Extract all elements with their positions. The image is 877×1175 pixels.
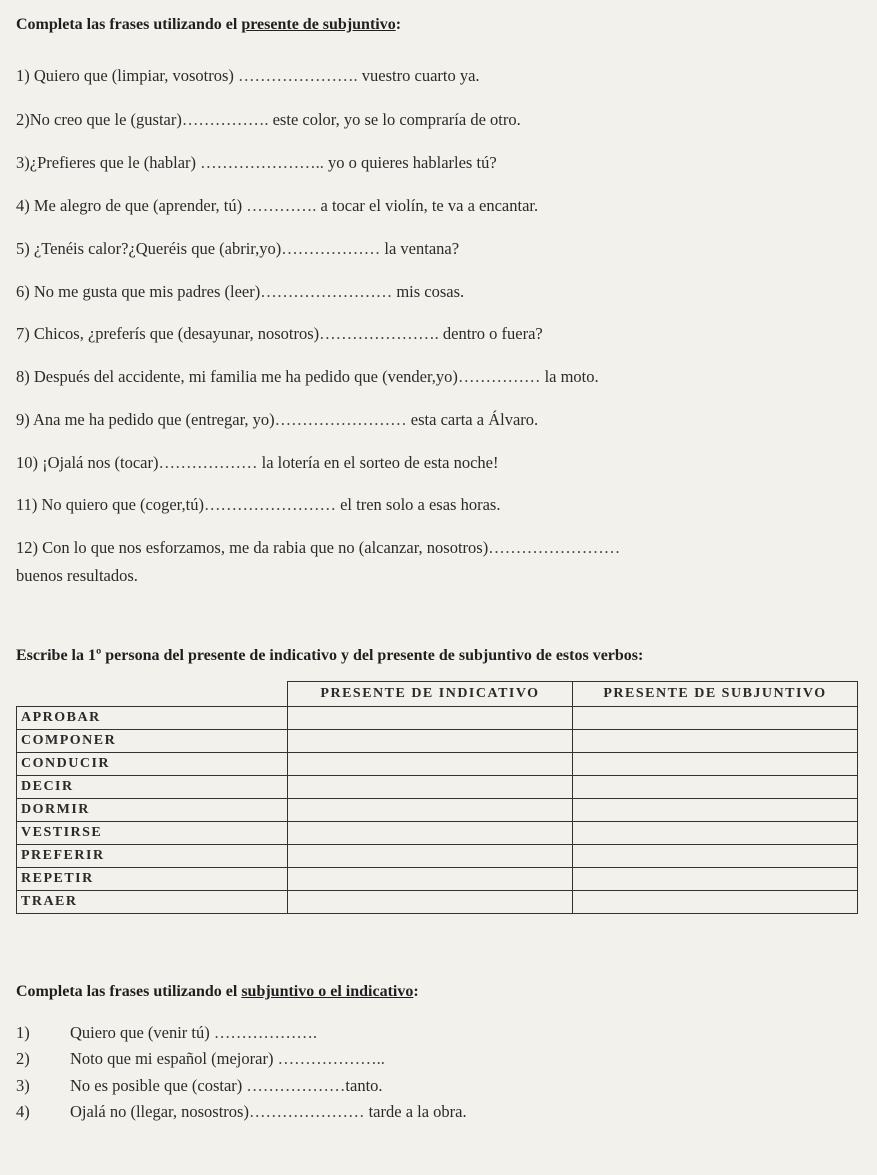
answer-blank[interactable]: ……………. xyxy=(181,110,269,129)
answer-blank[interactable]: …………………… xyxy=(488,538,621,557)
exercise-item-5 xyxy=(16,239,459,259)
table-row xyxy=(17,776,858,799)
table-row xyxy=(17,707,858,730)
item-text: 2)No creo que le (gustar) xyxy=(16,110,182,129)
answer-cell[interactable] xyxy=(573,730,858,753)
verb-cell: DECIR xyxy=(17,776,288,799)
exercise-item-6 xyxy=(16,282,464,302)
answer-cell[interactable] xyxy=(288,868,573,891)
col-header-subjuntivo: PRESENTE DE SUBJUNTIVO xyxy=(573,682,858,707)
answer-blank[interactable]: ………………. xyxy=(213,1023,317,1042)
item-text: mis cosas. xyxy=(392,282,465,301)
item-text: 6) No me gusta que mis padres (leer) xyxy=(16,282,261,301)
answer-blank[interactable]: …………………… xyxy=(274,410,407,429)
exercise-item-3 xyxy=(16,153,497,173)
section1-title-suffix: : xyxy=(395,16,402,33)
section3-title-underlined: subjuntivo o el indicativo xyxy=(241,983,414,1000)
exercise-b-item-3 xyxy=(16,1076,383,1096)
col-header-indicativo: PRESENTE DE INDICATIVO xyxy=(288,682,573,707)
verb-cell: COMPONER xyxy=(17,730,288,753)
item-text: 10) ¡Ojalá nos (tocar) xyxy=(16,453,159,472)
verb-cell: VESTIRSE xyxy=(17,822,288,845)
item-text: este color, yo se lo compraría de otro. xyxy=(268,110,521,129)
item-text: la lotería en el sorteo de esta noche! xyxy=(257,453,499,472)
item-text: Quiero que (venir tú) xyxy=(70,1023,214,1042)
answer-blank[interactable]: …………………… xyxy=(203,495,336,514)
item-text: 1) Quiero que (limpiar, vosotros) xyxy=(16,66,239,85)
item-text: 11) No quiero que (coger,tú) xyxy=(16,495,204,514)
table-header-row xyxy=(17,682,858,707)
exercise-item-11 xyxy=(16,495,500,515)
item-number: 3) xyxy=(16,1076,30,1095)
answer-blank[interactable]: ………………….. xyxy=(200,153,324,172)
verb-cell: DORMIR xyxy=(17,799,288,822)
section1-title-prefix: Completa las frases utilizando el xyxy=(16,16,242,33)
answer-cell[interactable] xyxy=(288,753,573,776)
answer-blank[interactable]: ……………… xyxy=(281,239,381,258)
table-row xyxy=(17,891,858,914)
answer-cell[interactable] xyxy=(288,776,573,799)
item-text: 5) ¿Tenéis calor?¿Queréis que (abrir,yo) xyxy=(16,239,282,258)
item-text: tarde a la obra. xyxy=(364,1102,467,1121)
answer-cell[interactable] xyxy=(573,845,858,868)
exercise-item-8 xyxy=(16,367,599,387)
item-text: yo o quieres hablarles tú? xyxy=(323,153,497,172)
answer-cell[interactable] xyxy=(573,822,858,845)
verb-cell: TRAER xyxy=(17,891,288,914)
answer-blank[interactable]: …………………… xyxy=(260,282,393,301)
answer-blank[interactable]: ……………… xyxy=(246,1076,346,1095)
table-corner-cell xyxy=(17,682,288,707)
table-row xyxy=(17,845,858,868)
section1-title-underlined: presente de subjuntivo xyxy=(241,16,396,33)
item-text: la moto. xyxy=(540,367,599,386)
exercise-item-2 xyxy=(16,110,521,130)
answer-blank[interactable]: …………. xyxy=(246,196,317,215)
item-text: No es posible que (costar) xyxy=(70,1076,247,1095)
item-text: a tocar el violín, te va a encantar. xyxy=(316,196,539,215)
answer-cell[interactable] xyxy=(288,822,573,845)
verb-cell: PREFERIR xyxy=(17,845,288,868)
answer-cell[interactable] xyxy=(573,753,858,776)
section1-title xyxy=(16,16,401,34)
verb-cell: CONDUCIR xyxy=(17,753,288,776)
item-text: 4) Me alegro de que (aprender, tú) xyxy=(16,196,247,215)
exercise-item-10 xyxy=(16,453,498,473)
verb-cell: APROBAR xyxy=(17,707,288,730)
item-text: vuestro cuarto ya. xyxy=(357,66,480,85)
verb-table xyxy=(16,681,858,914)
item-text: el tren solo a esas horas. xyxy=(335,495,501,514)
item-text: tanto. xyxy=(345,1076,383,1095)
answer-cell[interactable] xyxy=(573,891,858,914)
answer-blank[interactable]: …………………. xyxy=(319,324,439,343)
item-text: 12) Con lo que nos esforzamos, me da rabia que no (alcanzar, nosotros) xyxy=(16,538,489,557)
answer-cell[interactable] xyxy=(573,799,858,822)
table-row xyxy=(17,799,858,822)
exercise-item-9 xyxy=(16,410,538,430)
answer-cell[interactable] xyxy=(288,730,573,753)
answer-cell[interactable] xyxy=(573,868,858,891)
answer-cell[interactable] xyxy=(288,891,573,914)
answer-cell[interactable] xyxy=(288,845,573,868)
exercise-item-12 xyxy=(16,538,620,558)
item-text: Ojalá no (llegar, nosostros) xyxy=(70,1102,249,1121)
exercise-item-4 xyxy=(16,196,538,216)
answer-blank[interactable]: ………………… xyxy=(248,1102,365,1121)
answer-cell[interactable] xyxy=(288,707,573,730)
exercise-b-item-1 xyxy=(16,1023,317,1043)
table-row xyxy=(17,868,858,891)
verb-cell: REPETIR xyxy=(17,868,288,891)
answer-blank[interactable]: …………………. xyxy=(238,66,358,85)
answer-cell[interactable] xyxy=(288,799,573,822)
answer-blank[interactable]: …………… xyxy=(457,367,541,386)
answer-blank[interactable]: ……………… xyxy=(158,453,258,472)
item-number: 4) xyxy=(16,1102,30,1121)
section3-title xyxy=(16,983,419,1001)
exercise-item-7 xyxy=(16,324,543,344)
table-row xyxy=(17,822,858,845)
answer-cell[interactable] xyxy=(573,707,858,730)
section3-title-prefix: Completa las frases utilizando el xyxy=(16,983,242,1000)
table-row xyxy=(17,730,858,753)
section3-title-suffix: : xyxy=(413,983,419,1000)
item-number: 1) xyxy=(16,1023,30,1042)
answer-cell[interactable] xyxy=(573,776,858,799)
exercise-b-item-4 xyxy=(16,1102,467,1122)
item-text: 9) Ana me ha pedido que (entregar, yo) xyxy=(16,410,275,429)
item-text: esta carta a Álvaro. xyxy=(406,410,539,429)
item-number: 2) xyxy=(16,1049,30,1068)
section2-title: Escribe la 1º persona del presente de indicativo y del presente de subjuntivo de estos verbos: xyxy=(16,647,644,664)
exercise-item-1 xyxy=(16,66,480,86)
item-text: la ventana? xyxy=(380,239,460,258)
item-text: dentro o fuera? xyxy=(438,324,543,343)
answer-blank[interactable]: ……………….. xyxy=(277,1049,385,1068)
item-text: 8) Después del accidente, mi familia me ha pedido que (vender,yo) xyxy=(16,367,458,386)
table-row xyxy=(17,753,858,776)
item-text: 7) Chicos, ¿preferís que (desayunar, nosotros) xyxy=(16,324,320,343)
item-text: Noto que mi español (mejorar) xyxy=(70,1049,278,1068)
exercise-item-12-continuation: buenos resultados. xyxy=(16,566,138,585)
item-text: 3)¿Prefieres que le (hablar) xyxy=(16,153,201,172)
exercise-b-item-2 xyxy=(16,1049,385,1069)
